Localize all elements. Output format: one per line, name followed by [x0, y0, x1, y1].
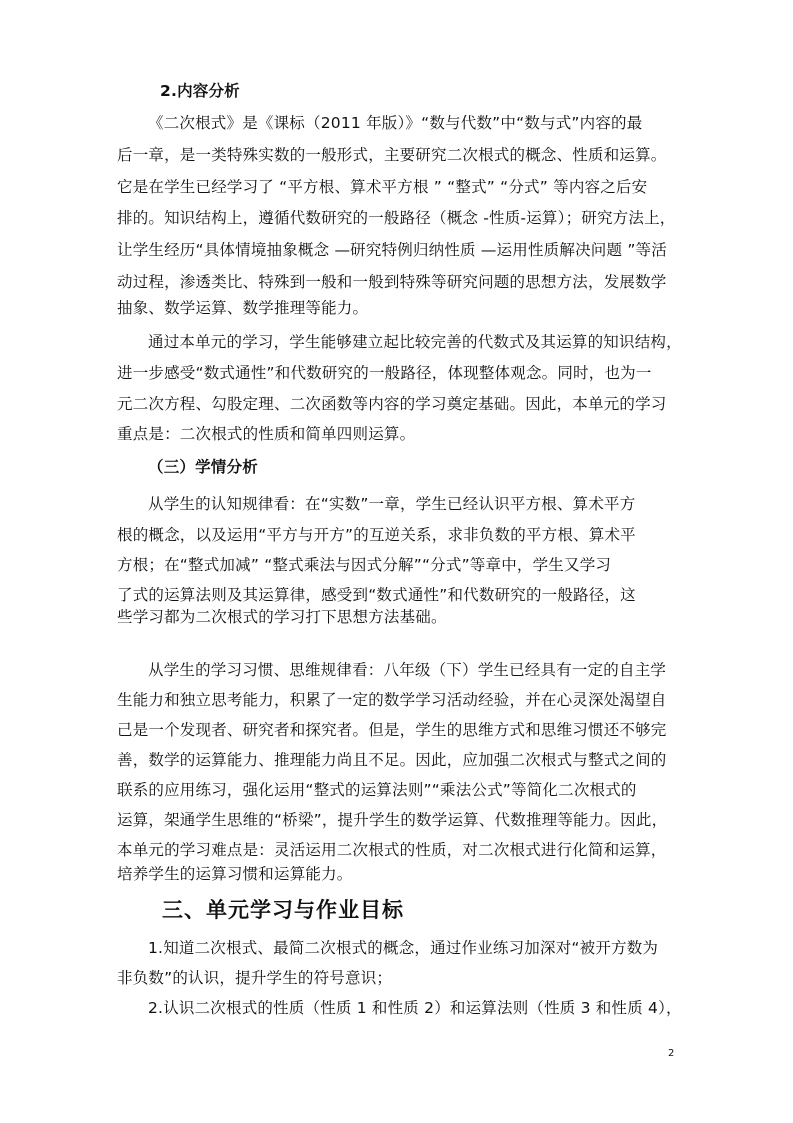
text-line: 善，数学的运算能力、推理能力尚且不足。因此，应加强二次根式与整式之间的 [117, 751, 667, 769]
text-line: 进一步感受“数式通性”和代数研究的一般路径，体现整体观念。同时，也为一 [117, 364, 652, 382]
text-line: 后一章，是一类特殊实数的一般形式，主要研究二次根式的概念、性质和运算。 [117, 146, 667, 164]
text-line: 通过本单元的学习，学生能够建立起比较完善的代数式及其运算的知识结构， [148, 333, 682, 351]
text-line: 1.知道二次根式、最简二次根式的概念，通过作业练习加深对“被开方数为 [148, 939, 659, 957]
text-line: 元二次方程、勾股定理、二次函数等内容的学习奠定基础。因此，本单元的学习 [117, 395, 667, 413]
text-line: 抽象、数学运算、数学推理等能力。 [117, 299, 369, 317]
text-line: 己是一个发现者、研究者和探究者。但是，学生的思维方式和思维习惯还不够完 [117, 721, 667, 739]
text-line: 动过程，渗透类比、特殊到一般和一般到特殊等研究问题的思想方法，发展数学 [117, 273, 667, 291]
text-line: 排的。知识结构上，遵循代数研究的一般路径（概念 -性质-运算）；研究方法上， [117, 209, 676, 227]
text-line: 方根；在“整式加减” “整式乘法与因式分解”“分式”等章中，学生又学习 [117, 556, 612, 574]
text-line: 从学生的认知规律看：在“实数”一章，学生已经认识平方根、算术平方 [148, 495, 636, 513]
text-line: 生能力和独立思考能力，积累了一定的数学学习活动经验，并在心灵深处渴望自 [117, 691, 667, 709]
text-line: 2.认识二次根式的性质（性质 1 和性质 2）和运算法则（性质 3 和性质 4）， [148, 999, 682, 1017]
heading-student-analysis: （三）学情分析 [148, 458, 258, 476]
page-number: 2 [668, 1048, 675, 1059]
text-line: 重点是：二次根式的性质和简单四则运算。 [117, 425, 416, 443]
text-line: 从学生的学习习惯、思维规律看：八年级（下）学生已经具有一定的自主学 [148, 661, 667, 679]
text-line: 让学生经历“具体情境抽象概念 —研究特例归纳性质 —运用性质解决问题 ”等活 [117, 241, 667, 259]
text-line: 本单元的学习难点是：灵活运用二次根式的性质，对二次根式进行化简和运算， [117, 841, 667, 859]
text-line: 了式的运算法则及其运算律，感受到“数式通性”和代数研究的一般路径，这 [117, 586, 636, 604]
text-line: 根的概念，以及运用“平方与开方”的互逆关系，求非负数的平方根、算术平 [117, 526, 636, 544]
text-line: 些学习都为二次根式的学习打下思想方法基础。 [117, 608, 447, 626]
heading-content-analysis: 2.内容分析 [160, 82, 240, 100]
text-line: 培养学生的运算习惯和运算能力。 [117, 865, 353, 883]
text-line: 运算，架通学生思维的“桥梁”，提升学生的数学运算、代数推理等能力。因此， [117, 811, 668, 829]
text-line: 《二次根式》是《课标（2011 年版）》“数与代数”中“数与式”内容的最 [148, 114, 643, 132]
text-line: 非负数”的认识，提升学生的符号意识； [117, 969, 393, 987]
text-line: 它是在学生已经学习了 “平方根、算术平方根 ” “整式” “分式” 等内容之后安 [117, 178, 648, 196]
section-heading-goals: 三、单元学习与作业目标 [162, 898, 404, 922]
text-line: 联系的应用练习，强化运用“整式的运算法则”“乘法公式”等简化二次根式的 [117, 781, 637, 799]
